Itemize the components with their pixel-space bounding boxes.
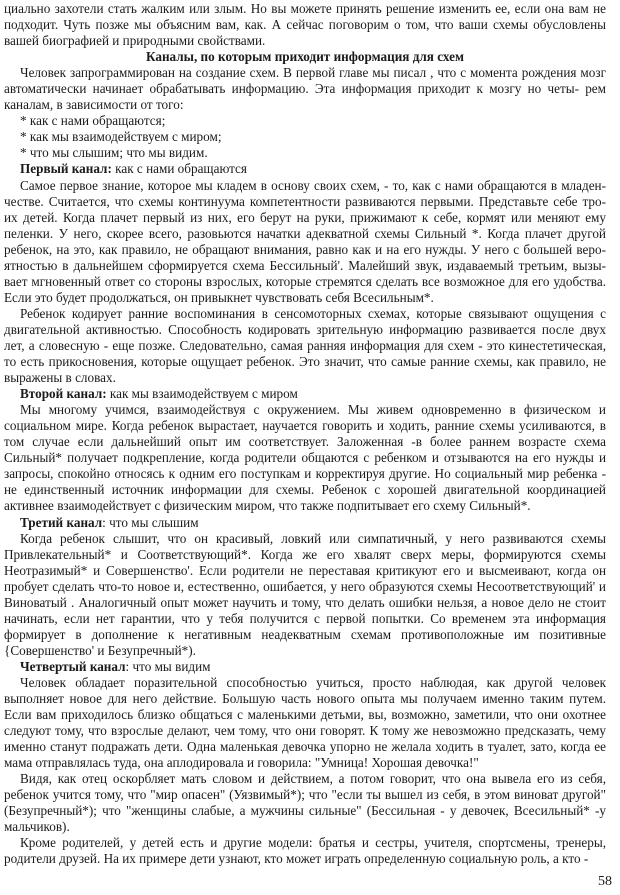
paragraph: Самое первое знание, которое мы кладем в основу своих схем, - то, как с нами обращаются в младен- честве. Считается, что схемы континуума компетентности развиваются первыми. Представьте себе тро- их детей. Когда плачет первый из них, его берут на руки, прижимают к себе, кормят или меняют ему пеленки. У него, скорее всего, разовьются начатки адекватной схемы Сильный *. Когда плачет другой ребенок, на это, как правило, не обращают внимания, равно как и на его нужды. У него с большей веро- ятностью в дальнейшем сформируется схема Бессильный'. Малейший звук, издаваемый третьим, вызы- вает мгновенный ответ со стороны взрослых, которые стремятся сделать все возможное для его удобства. Если это будет продолжаться, он привыкнет чувствовать себя Всесильным*. (4, 177, 606, 305)
subheading-label: Второй канал: (20, 386, 107, 402)
subheading-text: : что мы слышим (102, 514, 199, 530)
subheading-label: Третий канал (20, 514, 103, 530)
subheading-text: : что мы видим (125, 658, 211, 674)
subheading-label: Первый канал: (20, 161, 112, 177)
paragraph: Человек запрограммирован на создание схем. В первой главе мы писал , что с момента рождения мозг автоматически начинает обрабатывать информацию. Эта информация приходит к мозгу но четы- рем каналам, в зависимости от того: (4, 65, 606, 113)
subheading-text: как мы взаимодействуем с миром (106, 386, 298, 402)
paragraph: Видя, как отец оскорбляет мать словом и действием, а потом говорит, что она вывела его из себя, ребенок учится тому, что "мир опасен" (Уязвимый*); что "если ты вышел из себя, в этом виноват другой" (Безупречный*); что "женщины слабые, а мужчины сильные" (Бессильная - у девочек, Всесильный* -у мальчиков). (4, 771, 606, 835)
paragraph: Человек обладает поразительной способностью учиться, просто наблюдая, как другой человек выполняет новое для него действие. Большую часть нового опыта мы получаем именно таким путем. Если вам приходилось близко общаться с маленькими детьми, вы, возможно, заметили, что они охотнее следуют тому, что взрослые делают, чем тому, что они говорят. К тому же невозможно предсказать, чему именно станут подражать дети. Одна маленькая девочка упорно не желала ходить в туалет, зато, когда ее мама отправлялась туда, она аплодировала и говорила: "Умница! Хорошая девочка!" (4, 674, 606, 771)
section-heading: Каналы, по которым приходит информация для схем (145, 49, 465, 65)
list-item: * как мы взаимодействуем с миром; (20, 129, 222, 145)
page-body (4, 1, 606, 868)
subheading-channel-4 (4, 659, 606, 675)
list-item: * что мы слышим; что мы видим. (20, 145, 208, 161)
list-item: * как с нами обращаются; (20, 113, 166, 129)
subheading-channel-2 (4, 386, 606, 402)
paragraph-continuation: циально захотели стать жалким или злым. Но вы можете принять решение изменить ее, если она вам не подходит. Чуть позже мы объясним вам, как. А сейчас поговорим о том, что ваши схемы обусловлены вашей биографией и природными свойствами. (4, 1, 606, 49)
subheading-channel-3 (4, 515, 606, 531)
paragraph: Мы многому учимся, взаимодействуя с окружением. Мы живем одновременно в физическом и социальном мире. Когда ребенок вырастает, научается говорить и ходить, ранние схемы усиливаются, в том случае если дальнейший опыт им соответствует. Заложенная -в более раннем возрасте схема Сильный* получает подкрепление, когда родители общаются с ребенком и отзываются на его нужды и запросы, спокойно относясь к одним его поступкам и корректируя другие. Но социальный мир ребенка - не единственный источник информации для схемы. Ребенок с хорошей двигательной координацией активнее взаимодействует с физическим миром, что также подпитывает его схему Сильный*. (4, 402, 606, 514)
subheading-label: Четвертый канал (20, 658, 126, 674)
paragraph: Когда ребенок слышит, что он красивый, ловкий или симпатичный, у него развиваются схемы Привлекательный* и Соответствующий*. Когда же его хвалят сверх меры, формируются схемы Неотразимый* и Совершенство'. Если родители не переставая критикуют его и высмеивают, когда он пробует сделать что-то новое и, естественно, ошибается, у него образуются схемы Несоответствующий' и Виноватый . Аналогичный опыт может научить и тому, что делать ошибки нельзя, а новое дело не стоит начинать, если нет гарантии, что у тебя получится с первой попытки. Со временем эта информация формирует в дополнение к негативным неадекватным схемам противоположные им позитивные {Совершенство' и Безупречный*). (4, 530, 606, 658)
paragraph: Кроме родителей, у детей есть и другие модели: братья и сестры, учителя, спортсмены, тренеры, родители друзей. На их примере дети узнают, кто может играть определенную социальную роль, а кто - (4, 835, 606, 867)
subheading-text: как с нами обращаются (111, 161, 247, 177)
subheading-channel-1 (4, 161, 606, 177)
page-number: 58 (598, 874, 612, 889)
paragraph: Ребенок кодирует ранние воспоминания в сенсомоторных схемах, которые связывают ощущения с двигательной активностью. Способность кодировать зрительную информацию развивается после двух лет, а словесную - еще позже. Следовательно, самая ранняя информация для схем - это кинестетическая, то есть прикосновения, которые ощущает ребенок. Это значит, что самые ранние схемы, как правило, не выражены в словах. (4, 305, 606, 386)
